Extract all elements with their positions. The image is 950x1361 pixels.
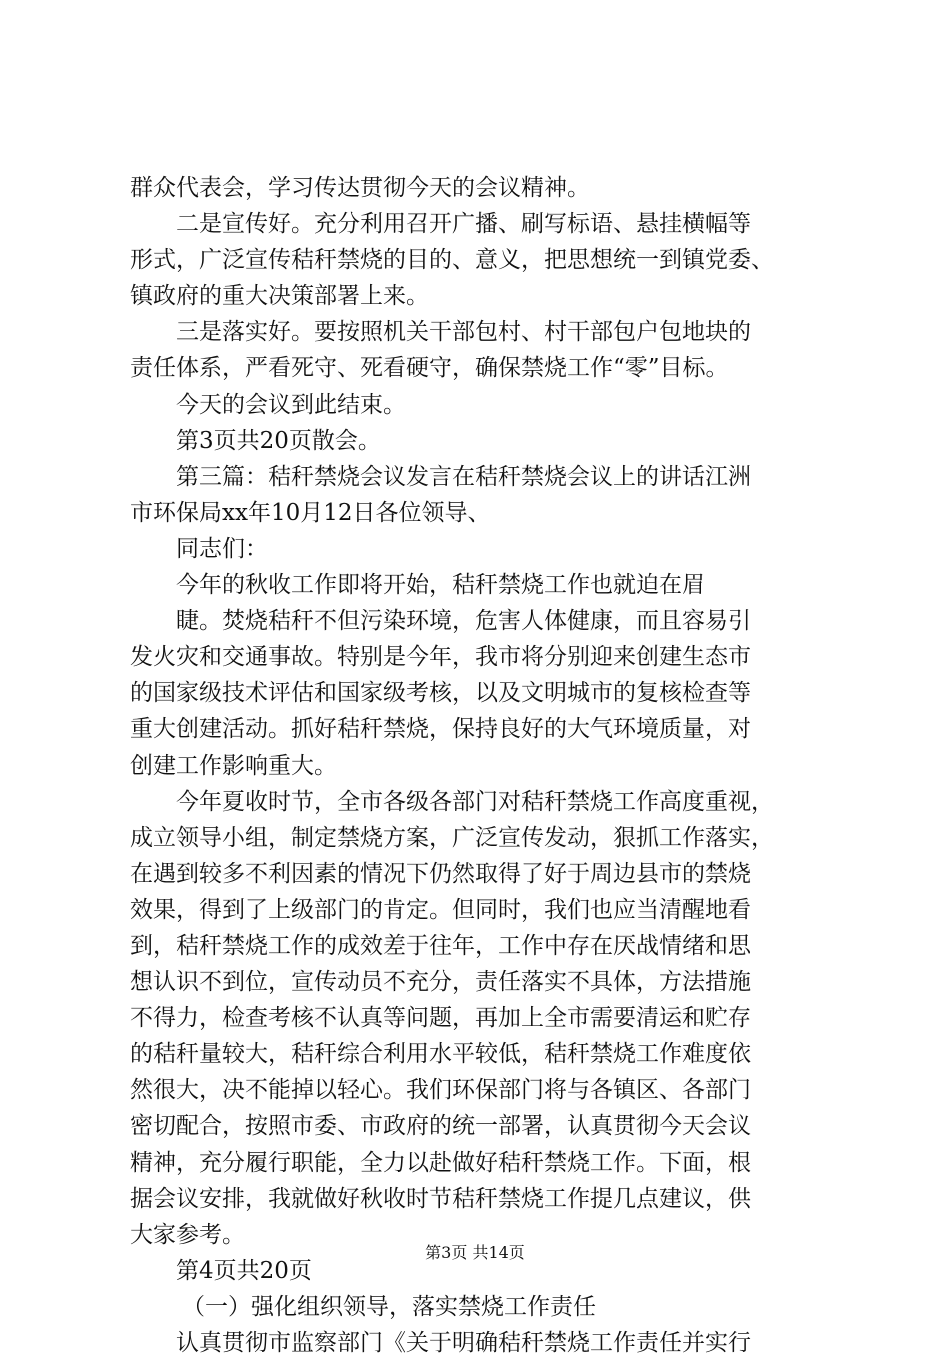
page-footer: 第3页 共14页 [425, 1243, 525, 1262]
text-line: 成立领导小组，制定禁烧方案，广泛宣传发动，狠抓工作落实， [130, 824, 774, 851]
text-line: 认真贯彻市监察部门《关于明确秸秆禁烧工作责任并实行 [176, 1330, 751, 1356]
text-line: 形式，广泛宣传秸秆禁烧的目的、意义，把思想统一到镇党委、 [130, 247, 774, 274]
text-line: 重大创建活动。抓好秸秆禁烧，保持良好的大气环境质量，对 [130, 716, 751, 743]
text-line: 然很大，决不能掉以轻心。我们环保部门将与各镇区、各部门 [130, 1077, 751, 1104]
text-line: （一）强化组织领导，落实禁烧工作责任 [182, 1293, 596, 1320]
text-line: 第3页共20页散会。 [176, 427, 381, 454]
text-line: 今天的会议到此结束。 [176, 391, 406, 418]
text-line: 第三篇：秸秆禁烧会议发言在秸秆禁烧会议上的讲话江洲 [176, 463, 751, 490]
text-line: 的国家级技术评估和国家级考核，以及文明城市的复核检查等 [130, 680, 751, 707]
text-line: 在遇到较多不利因素的情况下仍然取得了好于周边县市的禁烧 [130, 860, 751, 887]
text-line: 第4页共20页 [176, 1257, 312, 1284]
document-body [130, 170, 830, 1361]
text-line: 今年夏收时节，全市各级各部门对秸秆禁烧工作高度重视， [176, 788, 774, 815]
text-line: 想认识不到位，宣传动员不充分，责任落实不具体，方法措施 [130, 969, 751, 996]
text-line: 群众代表会，学习传达贯彻今天的会议精神。 [130, 175, 590, 201]
text-line: 到，秸秆禁烧工作的成效差于往年，工作中存在厌战情绪和思 [130, 932, 751, 959]
text-line: 大家参考。 [130, 1221, 245, 1248]
text-line: 睫。焚烧秸秆不但污染环境，危害人体健康，而且容易引 [176, 608, 751, 635]
text-line: 效果，得到了上级部门的肯定。但同时，我们也应当清醒地看 [130, 896, 751, 923]
text-line: 创建工作影响重大。 [130, 752, 337, 779]
text-line: 的秸秆量较大，秸秆综合利用水平较低，秸秆禁烧工作难度依 [130, 1041, 751, 1068]
text-line: 三是落实好。要按照机关干部包村、村干部包户包地块的 [176, 319, 751, 346]
text-line: 市环保局xx年10月12日各位领导、 [130, 499, 491, 526]
text-line: 不得力，检查考核不认真等问题，再加上全市需要清运和贮存 [130, 1005, 751, 1032]
text-line: 镇政府的重大决策部署上来。 [130, 283, 429, 310]
text-line: 责任体系，严看死守、死看硬守，确保禁烧工作“零”目标。 [130, 355, 729, 382]
text-line: 据会议安排，我就做好秋收时节秸秆禁烧工作提几点建议，供 [130, 1185, 751, 1212]
text-line: 二是宣传好。充分利用召开广播、刷写标语、悬挂横幅等 [176, 211, 751, 238]
text-line: 今年的秋收工作即将开始，秸秆禁烧工作也就迫在眉 [176, 572, 705, 599]
text-line: 同志们： [176, 535, 268, 562]
text-line: 密切配合，按照市委、市政府的统一部署，认真贯彻今天会议 [130, 1113, 751, 1140]
text-line: 精神，充分履行职能，全力以赴做好秸秆禁烧工作。下面，根 [130, 1149, 751, 1176]
text-line: 发火灾和交通事故。特别是今年，我市将分别迎来创建生态市 [130, 644, 751, 671]
